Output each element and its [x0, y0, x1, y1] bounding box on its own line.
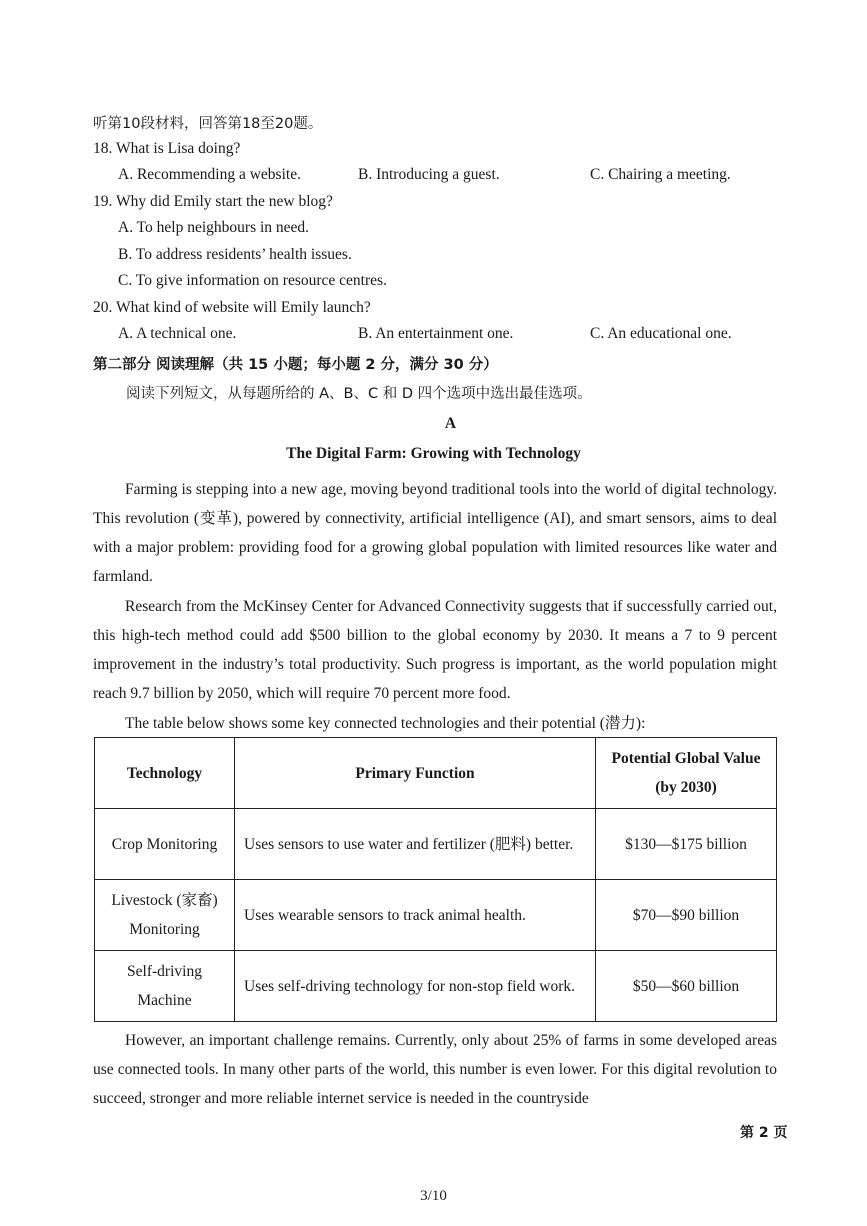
question-20-option-b: B. An entertainment one.: [358, 325, 514, 342]
question-20-stem: 20. What kind of website will Emily launch?: [93, 299, 371, 316]
table-header-row: [95, 738, 777, 809]
question-18-option-a: A. Recommending a website.: [118, 166, 301, 183]
question-18-option-b: B. Introducing a guest.: [358, 166, 500, 183]
page-counter: 3/10: [420, 1188, 447, 1204]
passage-paragraph-1: [93, 475, 777, 591]
passage-paragraph-3: [93, 709, 777, 738]
question-19-option-c: C. To give information on resource centres.: [118, 272, 387, 289]
technology-name: Self-driving: [127, 963, 202, 980]
passage-title: The Digital Farm: Growing with Technology: [286, 445, 581, 462]
table-row: [95, 809, 777, 880]
header-primary-function: Primary Function: [235, 738, 596, 809]
paragraph-1-text: Farming is stepping into a new age, moving beyond traditional tools into the world of digital technology. This revolution (变革), powered by connectivity, artificial intelligence (AI), and smart sensors, aims to deal with a major problem: providing food for a growing global population with limited resources like water and farmland.: [93, 481, 777, 585]
table-cell-technology: [95, 809, 235, 880]
table-cell-technology: [95, 951, 235, 1022]
technology-name: Crop Monitoring: [111, 835, 218, 853]
passage-closing-paragraph: [93, 1026, 777, 1113]
table-row: [95, 951, 777, 1022]
page-label: 第 2 页: [740, 1125, 788, 1141]
question-18-stem: 18. What is Lisa doing?: [93, 140, 241, 157]
passage-letter: A: [444, 415, 457, 432]
question-19-stem: 19. Why did Emily start the new blog?: [93, 193, 333, 210]
passage-paragraph-2: [93, 592, 777, 708]
header-potential-value-line1: Potential Global Value: [611, 750, 761, 767]
table-cell-technology: [95, 880, 235, 951]
table-cell-value: $70—$90 billion: [596, 880, 777, 951]
header-potential-value-line2: (by 2030): [655, 779, 717, 796]
table-row: [95, 880, 777, 951]
table-cell-value: $50—$60 billion: [596, 951, 777, 1022]
header-technology: Technology: [95, 738, 235, 809]
table-cell-function: Uses sensors to use water and fertilizer (肥料) better.: [235, 809, 596, 880]
closing-paragraph-text: However, an important challenge remains. Currently, only about 25% of farms in some developed areas use connected tools. In many other parts of the world, this number is even lower. For this digital revolution to succeed, stronger and more reliable internet service is needed in the countryside: [93, 1032, 777, 1107]
technology-name-line2: Machine: [137, 992, 192, 1009]
table-cell-function: Uses self-driving technology for non-stop field work.: [235, 951, 596, 1022]
technology-name-line2: Monitoring: [129, 921, 200, 938]
paragraph-2-text: Research from the McKinsey Center for Advanced Connectivity suggests that if successfully carried out, this high-tech method could add $500 billion to the global economy by 2030. It means a 7 to 9 percent improvement in the industry’s total productivity. Such progress is important, as the world population might reach 9.7 billion by 2050, which will require 70 percent more food.: [93, 598, 777, 702]
paragraph-3-text: The table below shows some key connected technologies and their potential (潜力):: [125, 715, 646, 732]
question-19-option-a: A. To help neighbours in need.: [118, 219, 310, 236]
technology-name: Livestock (家畜): [111, 892, 218, 909]
question-18-option-c: C. Chairing a meeting.: [590, 166, 731, 183]
table-cell-value: $130—$175 billion: [596, 809, 777, 880]
technology-table: [94, 737, 777, 1022]
table-cell-function: Uses wearable sensors to track animal health.: [235, 880, 596, 951]
reading-section-title: 第二部分 阅读理解（共 15 小题；每小题 2 分，满分 30 分）: [93, 357, 498, 373]
reading-instruction: 阅读下列短文，从每题所给的 A、B、C 和 D 四个选项中选出最佳选项。: [126, 386, 592, 402]
question-19-option-b: B. To address residents’ health issues.: [118, 246, 352, 263]
question-20-option-a: A. A technical one.: [118, 325, 237, 342]
question-20-option-c: C. An educational one.: [590, 325, 732, 342]
header-potential-value: [596, 738, 777, 809]
listening-instruction: 听第10段材料，回答第18至20题。: [93, 116, 323, 132]
